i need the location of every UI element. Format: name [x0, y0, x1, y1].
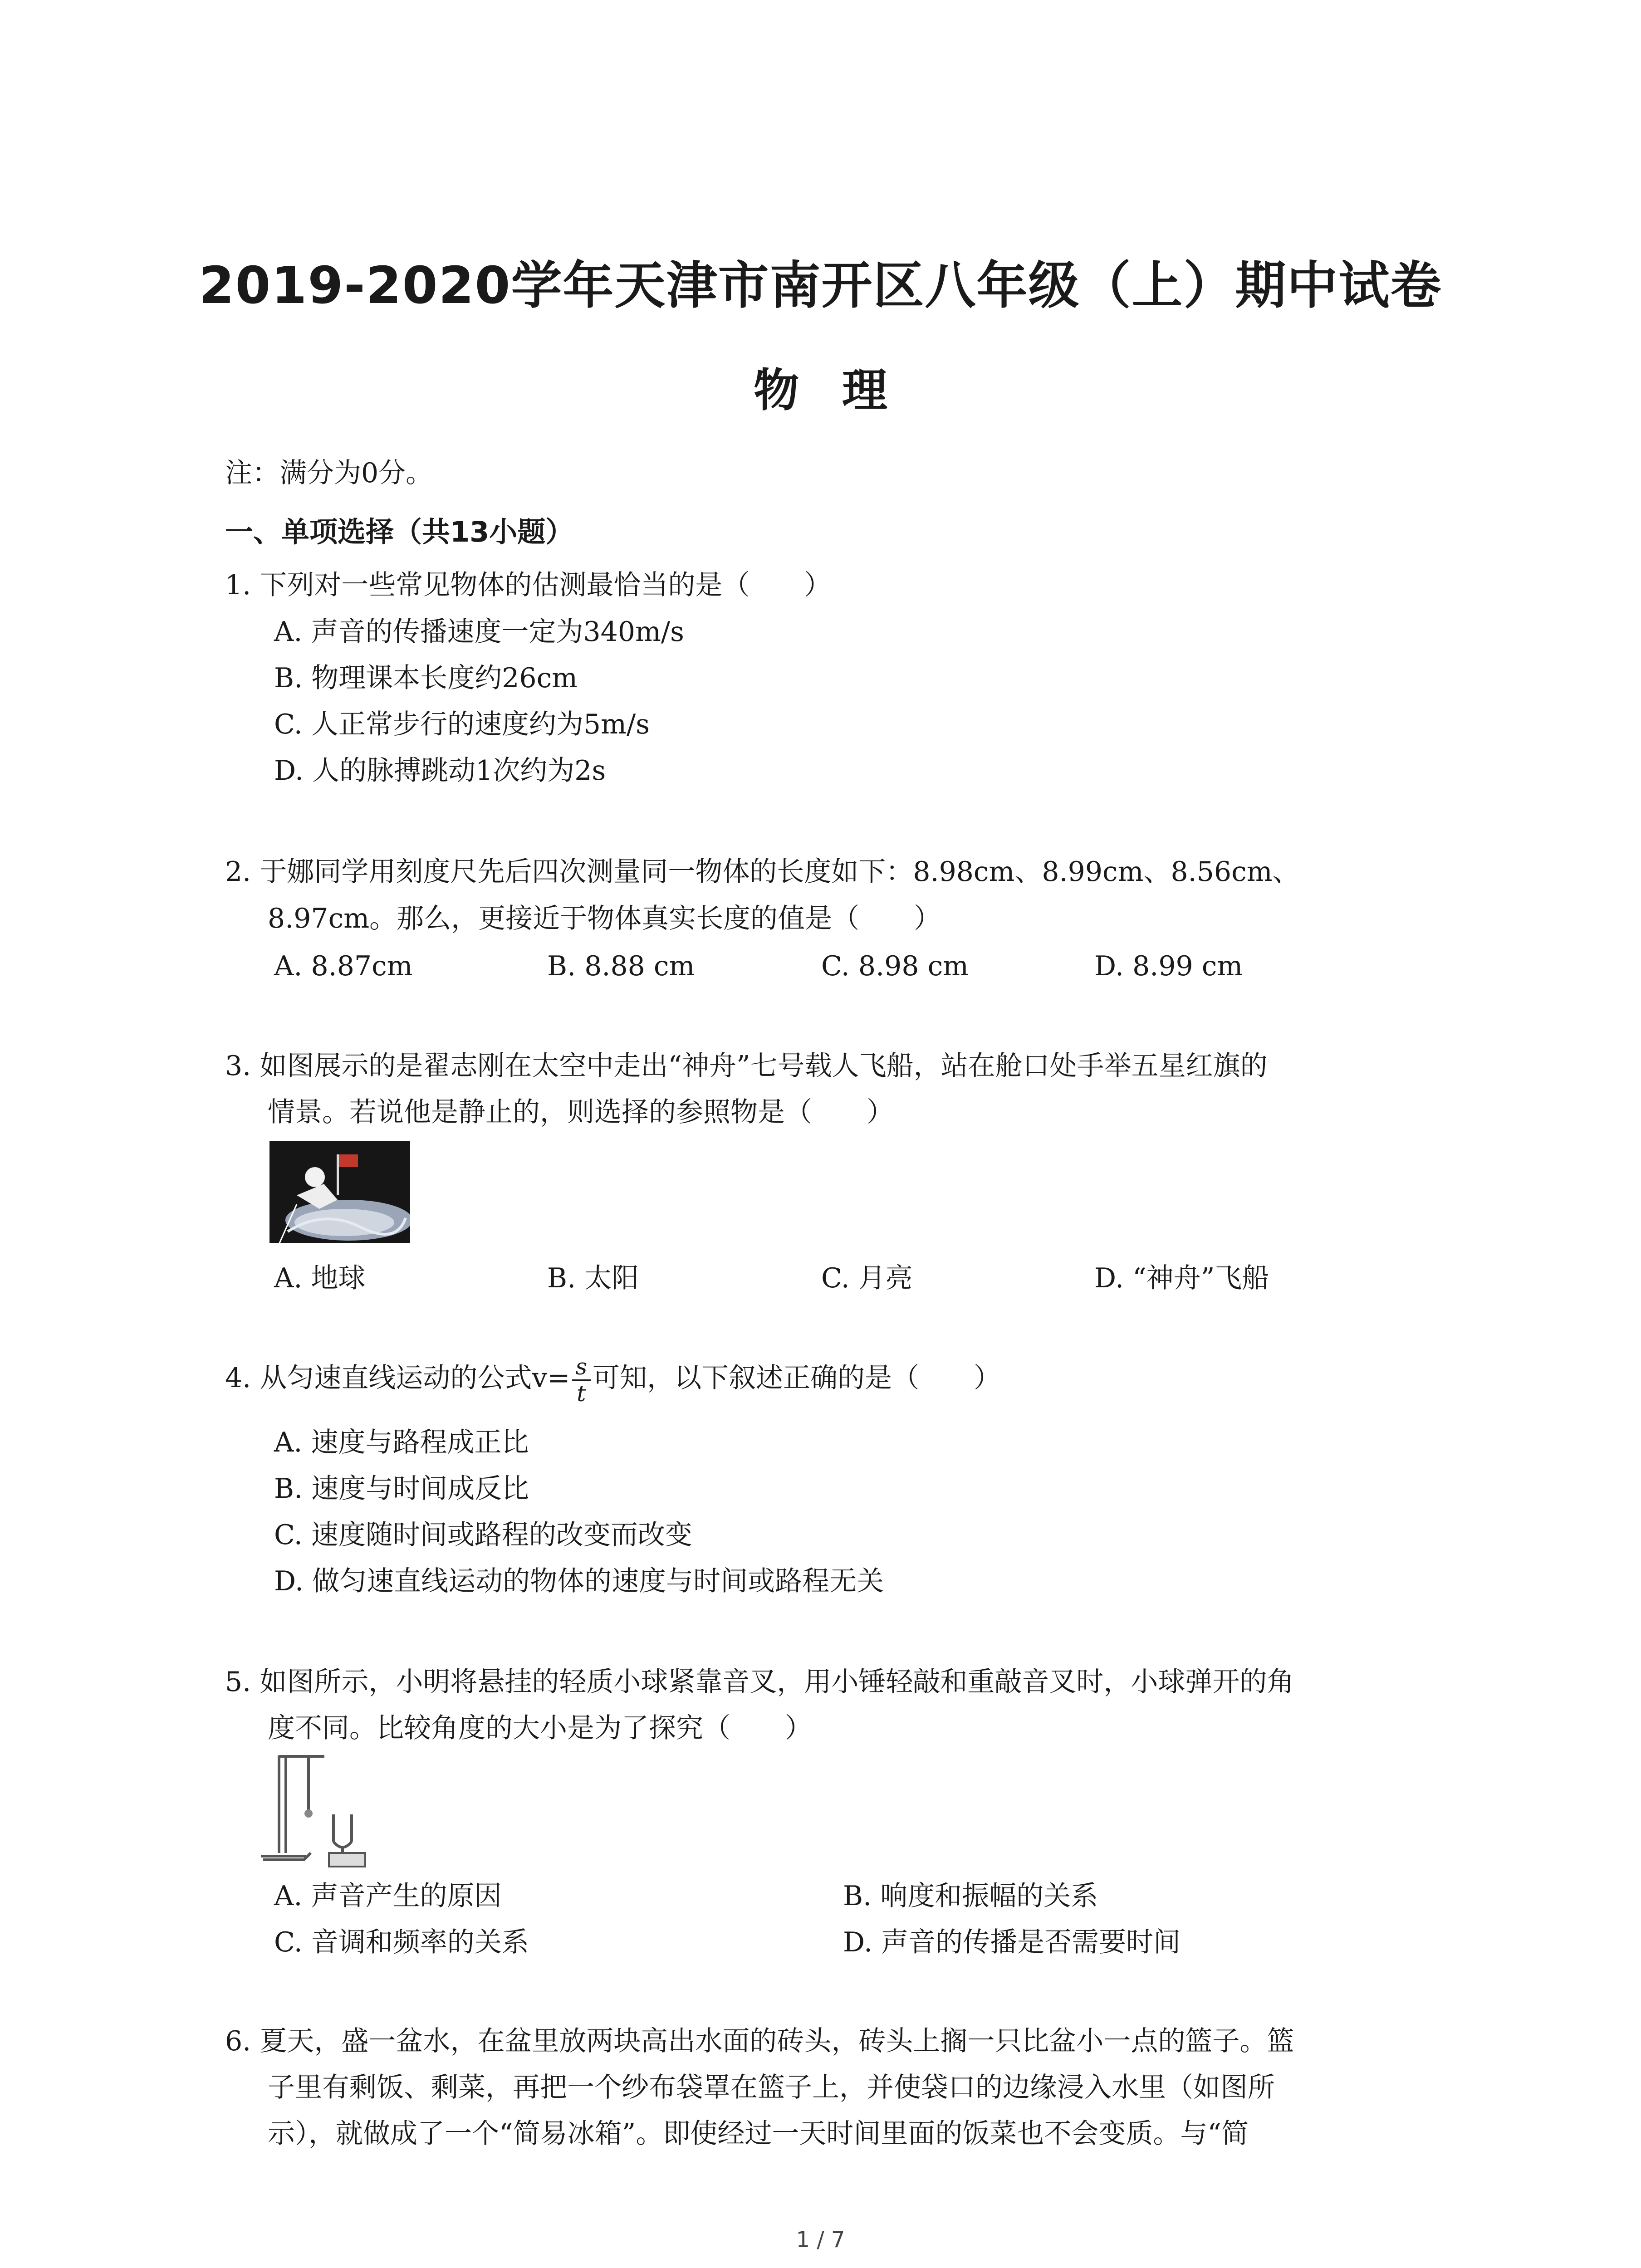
q2-stem-line2: 8.97cm。那么，更接近于物体真实长度的值是（ ）: [268, 903, 941, 934]
q4-option-a: A. 速度与路程成正比: [274, 1427, 529, 1458]
q3-option-d: D. “神舟”飞船: [1094, 1262, 1269, 1294]
q1-option-b: B. 物理课本长度约26cm: [274, 662, 578, 694]
q1-option-c: C. 人正常步行的速度约为5m/s: [274, 709, 650, 740]
score-note: 注：满分为0分。: [225, 457, 433, 489]
q4-stem-post: 可知，以下叙述正确的是（ ）: [593, 1362, 1001, 1394]
q2-stem-line1: 2. 于娜同学用刻度尺先后四次测量同一物体的长度如下：8.98cm、8.99cm、8.56cm、: [225, 856, 1300, 888]
q1-option-a: A. 声音的传播速度一定为340m/s: [274, 616, 684, 648]
page-title: 2019-2020学年天津市南开区八年级（上）期中试卷: [199, 256, 1442, 315]
q5-option-c: C. 音调和频率的关系: [274, 1926, 529, 1958]
tuning-fork-image: [261, 1751, 381, 1869]
q3-option-b: B. 太阳: [547, 1262, 639, 1294]
q5-option-d: D. 声音的传播是否需要时间: [843, 1926, 1181, 1958]
formula-denominator: t: [577, 1380, 586, 1407]
q4-stem-pre: 4. 从匀速直线运动的公式v=: [225, 1362, 570, 1394]
q5-stem-line2: 度不同。比较角度的大小是为了探究（ ）: [268, 1712, 812, 1744]
q2-option-a: A. 8.87cm: [274, 950, 413, 982]
q6-stem-line1: 6. 夏天，盛一盆水，在盆里放两块高出水面的砖头，砖头上搁一只比盆小一点的篮子。篮: [225, 2025, 1294, 2057]
q4-option-d: D. 做匀速直线运动的物体的速度与时间或路程无关: [274, 1565, 884, 1597]
q4-stem: [225, 1354, 1001, 1406]
q2-option-c: C. 8.98 cm: [821, 950, 969, 982]
formula-numerator: s: [572, 1354, 591, 1381]
subject-title: 物 理: [754, 364, 887, 417]
q5-stem-line1: 5. 如图所示，小明将悬挂的轻质小球紧靠音叉，用小锤轻敲和重敲音叉时，小球弹开的角: [225, 1666, 1294, 1698]
section-heading: 一、单项选择（共13小题）: [225, 515, 574, 548]
q3-option-a: A. 地球: [274, 1262, 366, 1294]
q1-stem: 1. 下列对一些常见物体的估测最恰当的是（ ）: [225, 569, 832, 601]
q2-option-d: D. 8.99 cm: [1094, 950, 1243, 982]
q3-stem-line2: 情景。若说他是静止的，则选择的参照物是（ ）: [268, 1096, 894, 1128]
q4-option-b: B. 速度与时间成反比: [274, 1473, 529, 1505]
q6-stem-line3: 示），就做成了一个“简易冰箱”。即使经过一天时间里面的饭菜也不会变质。与“简: [268, 2118, 1249, 2150]
q2-option-b: B. 8.88 cm: [547, 950, 695, 982]
page-number: 1 / 7: [796, 2227, 845, 2253]
q4-option-c: C. 速度随时间或路程的改变而改变: [274, 1519, 692, 1551]
q6-stem-line2: 子里有剩饭、剩菜，再把一个纱布袋罩在篮子上，并使袋口的边缘浸入水里（如图所: [268, 2072, 1275, 2103]
speed-formula-fraction: [572, 1354, 591, 1406]
q3-stem-line1: 3. 如图展示的是翟志刚在太空中走出“神舟”七号载人飞船，站在舱口处手举五星红旗的: [225, 1050, 1268, 1082]
q1-option-d: D. 人的脉搏跳动1次约为2s: [274, 755, 606, 787]
q5-option-b: B. 响度和振幅的关系: [843, 1880, 1098, 1912]
astronaut-image: [269, 1141, 410, 1243]
q3-option-c: C. 月亮: [821, 1262, 913, 1294]
q5-option-a: A. 声音产生的原因: [274, 1880, 502, 1912]
